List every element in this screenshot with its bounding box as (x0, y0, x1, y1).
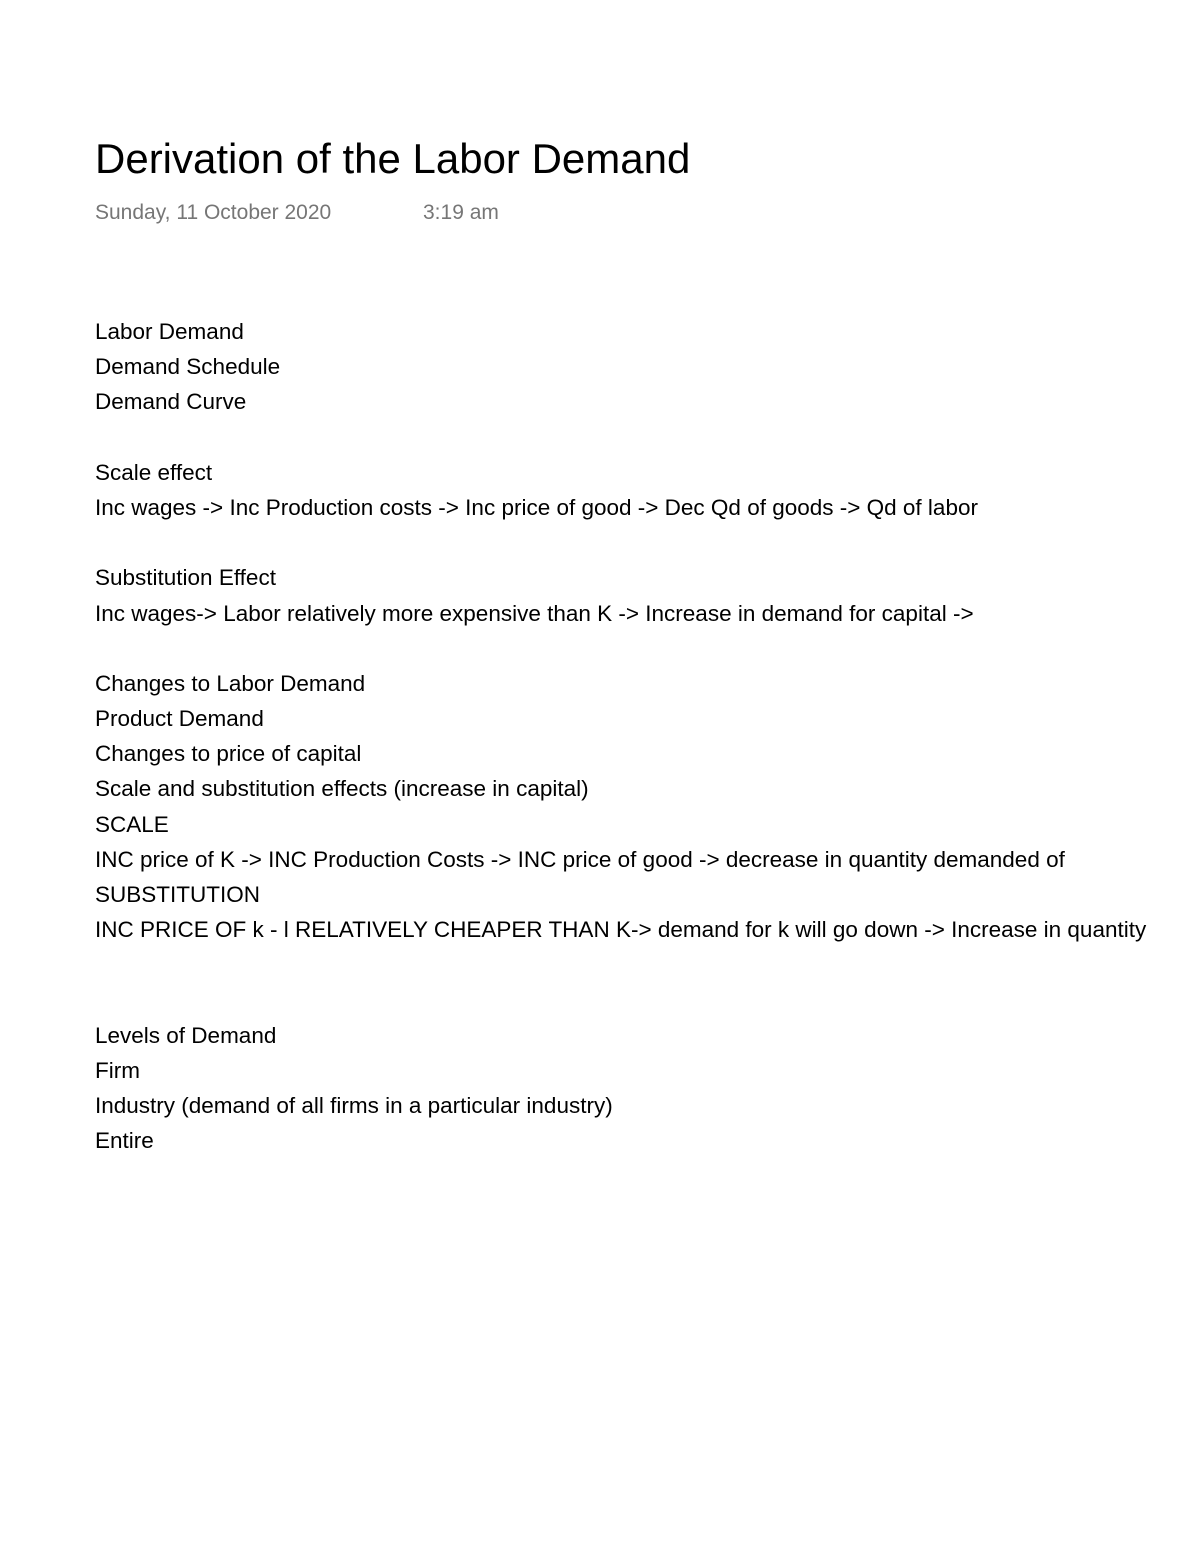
scale-label: SCALE (95, 811, 169, 837)
list-item: Product Demand (95, 706, 264, 732)
note-time: 3:19 am (423, 201, 499, 224)
section-heading-labor-demand: Labor Demand (95, 319, 244, 344)
blank-line (95, 420, 1200, 455)
list-item: Changes to price of capital (95, 741, 362, 767)
list-item: Industry (demand of all firms in a particular industry) (95, 1093, 613, 1119)
section-heading-substitution-effect: Substitution Effect (95, 565, 276, 591)
scale-chain: INC price of K -> INC Production Costs -> INC price of good -> decrease in quantity demanded of (95, 846, 1065, 872)
substitution-effect-chain: Inc wages-> Labor relatively more expensive than K -> Increase in demand for capital -> (95, 600, 974, 626)
list-item: Entire (95, 1128, 154, 1154)
note-body (95, 314, 1200, 1159)
list-item: Firm (95, 1057, 140, 1083)
blank-line (95, 983, 1200, 1018)
list-item: Demand Curve (95, 389, 247, 415)
page-title: Derivation of the Labor Demand (95, 135, 691, 182)
section-heading-changes: Changes to Labor Demand (95, 670, 366, 696)
blank-line (95, 631, 1200, 666)
note-metadata (95, 199, 499, 227)
blank-line (95, 947, 1200, 982)
section-heading-scale-effect: Scale effect (95, 459, 213, 485)
scale-effect-chain: Inc wages -> Inc Production costs -> Inc price of good -> Dec Qd of goods -> Qd of labor (95, 494, 978, 520)
blank-line (95, 525, 1200, 560)
list-item: Demand Schedule (95, 354, 281, 380)
section-heading-levels: Levels of Demand (95, 1022, 277, 1048)
note-date: Sunday, 11 October 2020 (95, 201, 332, 224)
substitution-label: SUBSTITUTION (95, 882, 261, 907)
substitution-chain: INC PRICE OF k - l RELATIVELY CHEAPER THAN K-> demand for k will go down -> Increase in quantity (95, 917, 1147, 943)
list-item: Scale and substitution effects (increase in capital) (95, 776, 589, 802)
